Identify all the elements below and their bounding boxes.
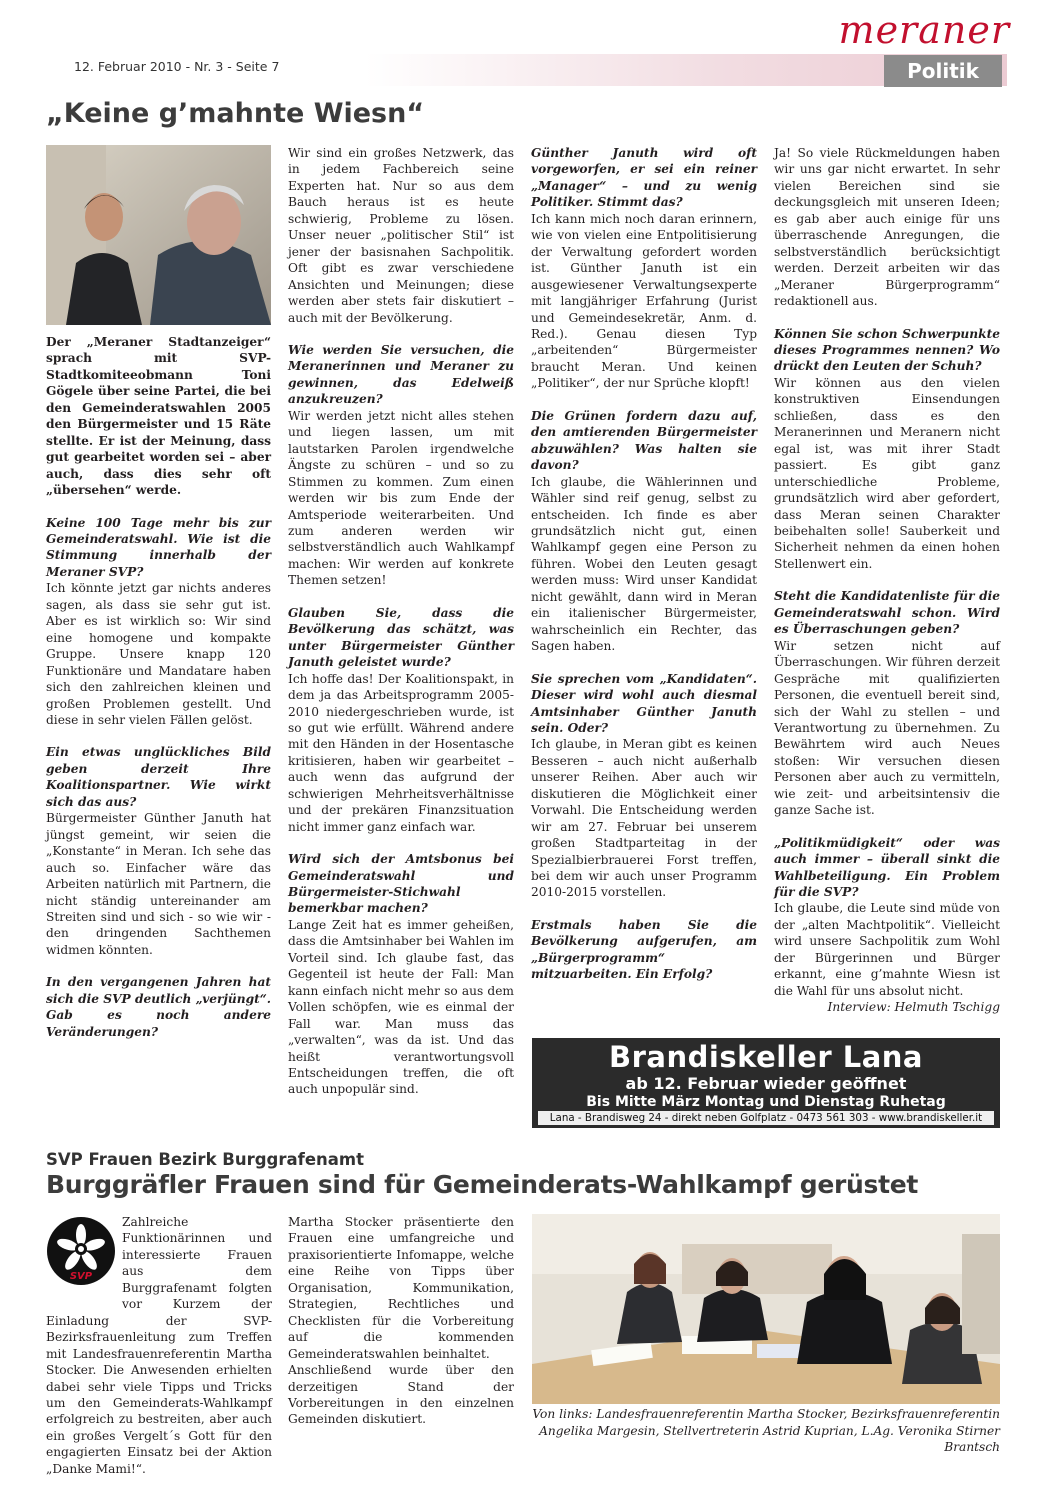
- answer-6: Lange Zeit hat es immer geheißen, dass die Amtsinhaber bei Wahlen im Vorteil sind. Ich glaube fast, das Gegenteil ist heute der Fall: Man kann einfach nicht mehr so aus dem Vollen schöpfen, wie es einmal der Fall war. Man muss das „verwalten“, was da ist. Und das heißt verantwortungsvoll Entscheidungen treffen, die oft auch unpopulär sind.: [288, 917, 514, 1097]
- brand-name: meraner: [838, 8, 1010, 52]
- ad-name: Brandiskeller Lana: [609, 1040, 923, 1074]
- logo-text: SVP: [69, 1271, 93, 1282]
- answer-10: Ja! So viele Rückmeldungen haben wir uns gar nicht erwartet. In sehr vielen Bereichen sind sie deckungsgleich mit unseren Ideen; es gab aber auch einige für uns überraschende Anregungen, die selbstverständlich berücksichtigt werden. Derzeit arbeiten wir das „Meraner Bürgerprogramm“ redaktionell aus.: [774, 146, 1000, 309]
- article-column-2: [288, 145, 514, 1098]
- question-12: Steht die Kandidatenliste für die Gemeinderatswahl schon. Wird es Überraschungen geben?: [774, 589, 1000, 637]
- question-6: Wird sich der Amtsbonus bei Gemeinderatswahl und Bürgermeister-Stichwahl bemerkbar machen?: [288, 852, 514, 916]
- article2-body-2b: Anschließend wurde über den derzeitigen Stand der Vorbereitungen in den einzelnen Gemeinden diskutiert.: [288, 1363, 514, 1427]
- photo-caption: Von links: Landesfrauenreferentin Martha Stocker, Bezirksfrauenreferentin Angelika Margesin, Stellvertreterin Astrid Kuprian, L.Ag. Veronika Stirner Brantsch: [532, 1407, 1000, 1454]
- brandiskeller-ad: [532, 1038, 1000, 1128]
- article2-body-2a: Martha Stocker präsentierte den Frauen eine umfangreiche und praxisorientierte Infomappe, welche eine Reihe von Tipps über Organisation, Kommunikation, Strategien, Rechtliches und Checklisten für die Vorbereitung auf die kommenden Gemeinderatswahlen beinhaltet.: [288, 1215, 514, 1361]
- article2-title: Burggräfler Frauen sind für Gemeinderats-Wahlkampf gerüstet: [46, 1170, 919, 1199]
- answer-12: Wir setzen nicht auf Überraschungen. Wir führen derzeit Gespräche mit qualifizierten Personen, die eventuell bereit sind, sich der Wahl zu stellen – und Verantwortung zu übernehmen. Zu Bewährtem wird auch Neues stoßen: Wir versuchen diesen Personen aber auch zu vermitteln, wie zeit- und arbeitsintensiv die ganze Sache ist.: [774, 638, 1000, 818]
- article2-column-1: [46, 1214, 272, 1477]
- answer-3: Wir sind ein großes Netzwerk, das in jedem Fachbereich seine Experten hat. Nur so aus dem Bauch heraus ist es heute schwierig, Probleme zu lösen. Unser neuer „politischer Stil“ ist jener der basisnahen Sachpolitik. Oft gibt es zwar verschiedene Ansichten und Meinungen; diese werden aber stets fair diskutiert – auch mit der Bevölkerung.: [288, 146, 514, 325]
- ad-line-2: Bis Mitte März Montag und Dienstag Ruhetag: [586, 1094, 946, 1110]
- answer-7: Ich kann mich noch daran erinnern, wie von vielen eine Entpolitisierung der Verwaltung gefordert worden ist. Günther Januth ist ein ausgewiesener Verwaltungsexperte mit langjähriger Erfahrung (Jurist und Gemeindesekretär, Anm. d. Red.). Genau diesen Typ „arbeitenden“ Bürgermeister braucht Meran. Und keinen „Politiker“, der nur Sprüche klopft!: [531, 211, 757, 391]
- article2-kicker: SVP Frauen Bezirk Burggrafenamt: [46, 1150, 364, 1169]
- interview-photo: [46, 145, 271, 325]
- answer-9: Ich glaube, in Meran gibt es keinen Besseren – auch nicht außerhalb unserer Reihen. Aber auch wir diskutieren die Möglichkeit einer Vorwahl. Die Entscheidung werden wir am 27. Februar bei unserem großen Stadtparteitag in der Spezialbierbrauerei Forst treffen, bei dem wir auch unser Programm 2010-2015 vorstellen.: [531, 737, 757, 900]
- answer-5: Ich hoffe das! Der Koalitionspakt, in dem ja das Arbeitsprogramm 2005-2010 niedergeschrieben wurde, ist so gut wie erfüllt. Während andere mit den Händen in der Hosentasche kritisieren, haben wir gearbeitet – auch wenn das aufgrund der schwierigen Mehrheitsverhältnisse und der prekären Finanzsituation nicht immer ganz einfach war.: [288, 671, 514, 834]
- question-8: Die Grünen fordern dazu auf, den amtierenden Bürgermeister abzuwählen? Was halten sie davon?: [531, 408, 757, 473]
- answer-8: Ich glaube, die Wählerinnen und Wähler sind reif genug, selbst zu entscheiden. Ich finde es aber grundsätzlich nicht gut, einen Wahlkampf gegen eine Person zu führen. Wobei den Leuten gesagt werden muss: Wird unser Kandidat nicht gewählt, dann wird in Meran ein italienischer Bürgermeister, wahrscheinlich ein Rechter, das Sagen haben.: [531, 474, 757, 654]
- question-5: Glauben Sie, dass die Bevölkerung das schätzt, was unter Bürgermeister Günther Januth geleistet wurde?: [288, 605, 514, 670]
- article-column-4: [774, 145, 1000, 1016]
- interview-signature: Interview: Helmuth Tschigg: [827, 1000, 1000, 1015]
- ad-line-3: Lana - Brandisweg 24 - direkt neben Golfplatz - 0473 561 303 - www.brandiskeller.it: [538, 1111, 994, 1125]
- section-label-text: Politik: [907, 59, 979, 83]
- answer-4: Wir werden jetzt nicht alles stehen und liegen lassen, um mit lautstarken Parolen irgendwelche Ängste zu schüren – und so zu Stimmen zu kommen. Zum einen werden wir bis zum Ende der Amtsperiode weiterarbeiten. Und zum anderen werden wir selbstverständlich auch Wahlkampf machen: Wir werden auf konkrete Themen setzen!: [288, 408, 514, 588]
- answer-11: Wir können aus den vielen konstruktiven Einsendungen schließen, dass es den Meranerinnen und Meranern nicht egal ist, was mit ihrer Stadt passiert. Es gibt ganz unterschiedliche Probleme, grundsätzlich wird aber gefordert, dass Meran seinen Charakter beibehalten solle! Sauberkeit und Sicherheit nehmen da einen hohen Stellenwert ein.: [774, 375, 1000, 571]
- answer-13: Ich glaube, die Leute sind müde von der „alten Machtpolitik“. Vielleicht wird unsere Sachpolitik zum Wohl der Bürgerinnen und Bürger erkannt, eine g’mahnte Wiesn ist die Wahl für uns absolut nicht.: [774, 901, 1000, 998]
- article-column-3: [531, 145, 757, 983]
- answer-2: Bürgermeister Günther Januth hat jüngst gemeint, wir seien die „Konstante“ in Meran. Ich sehe das auch so. Einfacher wäre das Arbeiten natürlich mit Partnern, die nicht ständig untereinander am Streiten sind und sich - so wie wir - den dringenden Sachthemen widmen könnten.: [46, 811, 271, 957]
- article2-column-2: [288, 1214, 514, 1428]
- question-7: Günther Januth wird oft vorgeworfen, er sei ein reiner „Manager“ – und zu wenig Politiker. Stimmt das?: [531, 146, 757, 210]
- article2-body-1: Zahlreiche Funktionärinnen und interessierte Frauen aus dem Burggrafenamt folgten vor Kurzem der Einladung der SVP-Bezirksfrauenleitung zum Treffen mit Landesfrauenreferentin Martha Stocker. Die Anwesenden erhielten dabei sehr viele Tipps und Tricks um den Gemeinderats-Wahlkampf erfolgreich zu bestreiten, aber auch ein großes Vergelt´s Gott für den engagierten Einsatz bei der Aktion „Danke Mami!“.: [46, 1215, 272, 1476]
- article-title: „Keine g’mahnte Wiesn“: [46, 98, 425, 129]
- question-2: Ein etwas unglückliches Bild geben derzeit Ihre Koalitionspartner. Wie wirkt sich das aus?: [46, 745, 271, 809]
- meeting-photo: [532, 1214, 1000, 1404]
- section-label: [884, 55, 1002, 87]
- question-13: „Politikmüdigkeit“ oder was auch immer – überall sinkt die Wahlbeteiligung. Ein Problem für die SVP?: [774, 835, 1000, 900]
- intro-text: Der „Meraner Stadtanzeiger“ sprach mit SVP-Stadtkomiteeobmann Toni Gögele über seine Partei, die bei den Gemeinderatswahlen 2005 den Bürgermeister und 15 Räte stellte. Er ist der Meinung, dass gut gearbeitet worden sei – aber auch, dass dies sehr oft „übersehen“ werde.: [46, 335, 271, 498]
- article-column-1: [46, 334, 271, 1040]
- brand-logo: [800, 8, 1010, 52]
- question-11: Können Sie schon Schwerpunkte dieses Programmes nennen? Wo drückt den Leuten der Schuh?: [774, 326, 1000, 374]
- question-4: Wie werden Sie versuchen, die Meranerinnen und Meraner zu gewinnen, das Edelweiß anzukreuzen?: [288, 342, 514, 407]
- question-10: Erstmals haben Sie die Bevölkerung aufgerufen, am „Bürgerprogramm“ mitzuarbeiten. Ein Erfolg?: [531, 917, 757, 982]
- question-9: Sie sprechen vom „Kandidaten“. Dieser wird wohl auch diesmal Amtsinhaber Günther Januth sein. Oder?: [531, 671, 757, 735]
- issue-line: 12. Februar 2010 - Nr. 3 - Seite 7: [74, 59, 280, 74]
- question-3: In den vergangenen Jahren hat sich die SVP deutlich „verjüngt“. Gab es noch andere Veränderungen?: [46, 975, 271, 1039]
- answer-1: Ich könnte jetzt gar nichts anderes sagen, als dass sie sehr gut ist. Aber es ist wirklich so: Wir sind eine homogene und kompakte Gruppe. Unsere knapp 120 Funktionäre und Mandatare haben sich den zahlreichen kleinen und großen Problemen gestellt. Und diese in sehr vielen Fällen gelöst.: [46, 581, 271, 727]
- ad-line-1: ab 12. Februar wieder geöffnet: [625, 1074, 907, 1093]
- question-1: Keine 100 Tage mehr bis zur Gemeinderatswahl. Wie ist die Stimmung innerhalb der Meraner SVP?: [46, 515, 271, 579]
